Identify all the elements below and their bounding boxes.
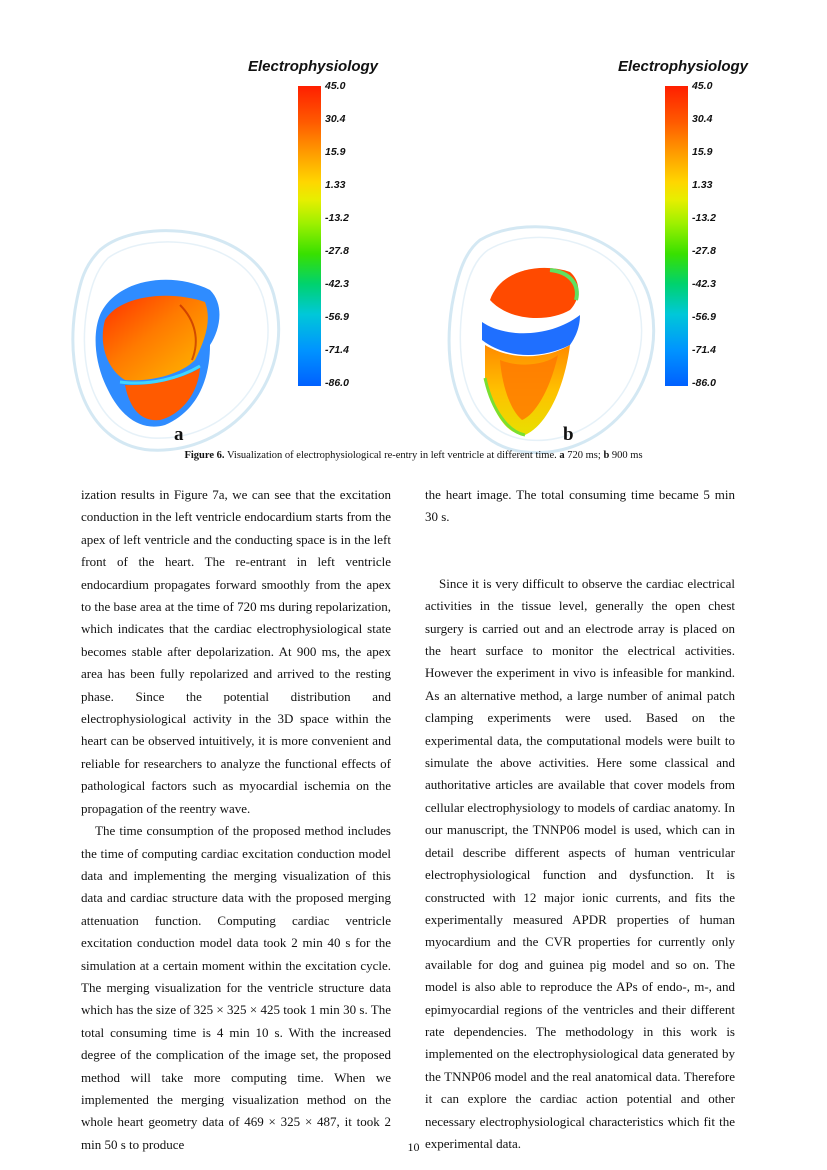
colorbar-title: Electrophysiology xyxy=(248,58,379,75)
colorbar-tick: 15.9 xyxy=(692,146,713,158)
colorbar-tick: -42.3 xyxy=(692,278,716,290)
caption-panel-b: b xyxy=(603,450,610,461)
colorbar-tick: 1.33 xyxy=(692,179,713,191)
paragraph: Since it is very difficult to observe the cardiac electrical activities in the tissue level, generally the open chest surgery is carried out and an electrode array is placed on the heart surface to monitor the electrical activities. However the experiment in vivo is infeasible for mankind. As an alternative method, a large number of animal patch clamping experiments were used. Based on the experimental data, the computational models were built to simulate the above activities. Here some classical and authoritative articles are available that cover models from cellular electrophysiology to models of cardiac anatomy. In our manuscript, the TNNP06 model is used, which can in detail describe different aspects of human ventricular electrophysiological function and dysfunction. It is constructed with 12 major ionic currents, and fits the experimentally measured APDR properties of human myocardium and the CVR properties for currently only available for dog and guinea pig model and so on. The model is also able to reproduce the APs of endo-, m-, and epimyocardial regions of the ventricles and their different rate dependencies. The methodology in this work is implemented on the electrophysiological data generated by the TNNP06 model and the real anatomical data. Therefore it can explore the cardiac action potential and other necessary electrophysiological characteristics which fit the experimental data. xyxy=(425,575,735,1151)
right-column xyxy=(425,484,735,1155)
colorbar-tick: -71.4 xyxy=(692,344,716,356)
colorbar-tick: 15.9 xyxy=(325,146,346,158)
colorbar-tick: 1.33 xyxy=(325,179,346,191)
caption-text: 720 ms; xyxy=(564,450,604,461)
heart-render-b xyxy=(430,210,670,470)
colorbar-tick: 30.4 xyxy=(692,113,713,125)
paragraph: The time consumption of the proposed method includes the time of computing cardiac excitation conduction model data and implementing the merging visualization of this data and cardiac structure data with the proposed merging attenuation function. Computing cardiac ventricle excitation conduction model data took 2 min 40 s for the simulation at a certain moment within the excitation cycle. The merging visualization for the ventricle structure data which has the size of 325 × 325 × 425 took 1 min 30 s. The total consuming time is 4 min 10 s. With the increased degree of the complication of the image set, the proposed method will take more computing time. When we implemented the merging visualization method on the whole heart geometry data of 469 × 325 × 487, it took 2 min 50 s to produce xyxy=(81,823,391,1152)
figure-6 xyxy=(60,40,770,460)
colorbar-tick: -13.2 xyxy=(692,212,716,224)
colorbar-tick: -42.3 xyxy=(325,278,349,290)
figure-caption xyxy=(0,450,827,461)
colorbar-tick: 45.0 xyxy=(692,80,713,92)
colorbar-ticks xyxy=(325,80,385,390)
colorbar-tick: 30.4 xyxy=(325,113,346,125)
colorbar-tick: -86.0 xyxy=(692,377,716,389)
colorbar-tick: -56.9 xyxy=(692,311,716,323)
caption-text: 900 ms xyxy=(609,450,643,461)
colorbar-tick: -71.4 xyxy=(325,344,349,356)
left-column xyxy=(81,484,391,1156)
colorbar xyxy=(665,86,688,386)
paragraph: the heart image. The total consuming time became 5 min 30 s. xyxy=(425,487,735,525)
figure-panel-a xyxy=(60,40,400,460)
colorbar-tick: -56.9 xyxy=(325,311,349,323)
colorbar-tick: -27.8 xyxy=(325,245,349,257)
colorbar-tick: -13.2 xyxy=(325,212,349,224)
figure-panel-b xyxy=(430,40,770,460)
caption-label: Figure 6. xyxy=(184,450,225,461)
colorbar-tick: -86.0 xyxy=(325,377,349,389)
caption-text: Visualization of electrophysiological re-entry in left ventricle at different time. xyxy=(224,450,560,461)
panel-label-b: b xyxy=(563,424,574,445)
colorbar-tick: 45.0 xyxy=(325,80,346,92)
page-number: 10 xyxy=(407,1140,420,1154)
colorbar-tick: -27.8 xyxy=(692,245,716,257)
colorbar-title: Electrophysiology xyxy=(618,58,749,75)
colorbar-ticks xyxy=(692,80,752,390)
colorbar xyxy=(298,86,321,386)
panel-label-a: a xyxy=(174,424,184,445)
paragraph: ization results in Figure 7a, we can see that the excitation conduction in the left ventricle endocardium starts from the apex of left ventricle and the conducting space is in the left front of the heart. The re-entrant in left ventricle endocardium propagates forward smoothly from the apex to the base area at the time of 720 ms during repolarization, which indicates that the cardiac electrophysiological state becomes stable after depolarization. At 900 ms, the apex area has been fully repolarized and arrived to the resting phase. Since the potential distribution and electrophysiological activity in the 3D space within the heart can be observed intuitively, it is more convenient and reliable for researchers to analyze the functional effects of pathological factors such as myocardial ischemia on the propagation of the reentry wave. xyxy=(81,487,391,816)
caption-panel-a: a xyxy=(559,450,565,461)
